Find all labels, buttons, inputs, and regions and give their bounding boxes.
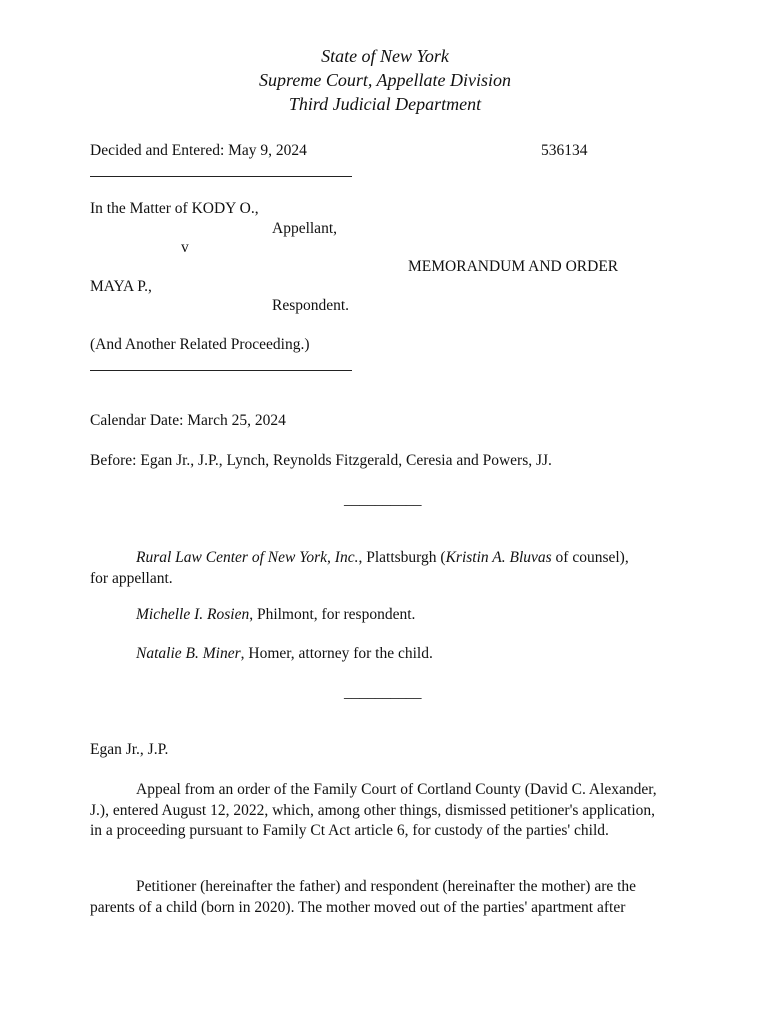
opinion-paragraph-2: Petitioner (hereinafter the father) and respondent (hereinafter the mother) are the parents of a child (born in 2020). The mother moved out of the parties' apartment after <box>90 878 637 916</box>
counsel-appellant-firm: Rural Law Center of New York, Inc. <box>136 549 359 566</box>
memorandum-title: MEMORANDUM AND ORDER <box>408 258 619 275</box>
respondent-name: MAYA P., <box>90 278 152 295</box>
respondent-label: Respondent. <box>272 297 350 314</box>
before-panel: Before: Egan Jr., J.P., Lynch, Reynolds Fitzgerald, Ceresia and Powers, JJ. <box>90 452 552 469</box>
court-name: Supreme Court, Appellate Division <box>259 70 511 90</box>
counsel-child: Natalie B. Miner, Homer, attorney for the child. <box>136 645 433 662</box>
opinion-paragraph-1: Appeal from an order of the Family Court of Cortland County (David C. Alexander, J.), entered August 12, 2022, which, among other things, dismissed petitioner's application, in a proceeding pursuant to Family Ct Act article 6, for custody of the parties' child. <box>90 781 657 839</box>
calendar-date: Calendar Date: March 25, 2024 <box>90 412 286 429</box>
versus-label: v <box>181 239 189 256</box>
counsel-appellant-attorney: Kristin A. Bluvas <box>445 549 552 566</box>
section-divider-2: __________ <box>344 684 422 701</box>
matter-of: In the Matter of KODY O., <box>90 200 259 217</box>
decided-entered: Decided and Entered: May 9, 2024 <box>90 142 307 159</box>
court-state: State of New York <box>321 46 449 66</box>
related-proceeding: (And Another Related Proceeding.) <box>90 336 310 353</box>
court-department: Third Judicial Department <box>288 94 482 114</box>
caption-bottom-rule <box>90 370 352 371</box>
counsel-respondent: Michelle I. Rosien, Philmont, for respondent. <box>136 606 416 623</box>
counsel-appellant: Rural Law Center of New York, Inc., Plattsburgh (Kristin A. Bluvas of counsel), for appellant. <box>90 549 629 587</box>
appellant-label: Appellant, <box>272 220 337 237</box>
counsel-respondent-attorney: Michelle I. Rosien <box>136 606 250 623</box>
caption-top-rule <box>90 176 352 177</box>
docket-number: 536134 <box>541 142 588 159</box>
opinion-author: Egan Jr., J.P. <box>90 741 169 758</box>
section-divider: __________ <box>344 491 422 508</box>
counsel-child-attorney: Natalie B. Miner <box>136 645 241 662</box>
